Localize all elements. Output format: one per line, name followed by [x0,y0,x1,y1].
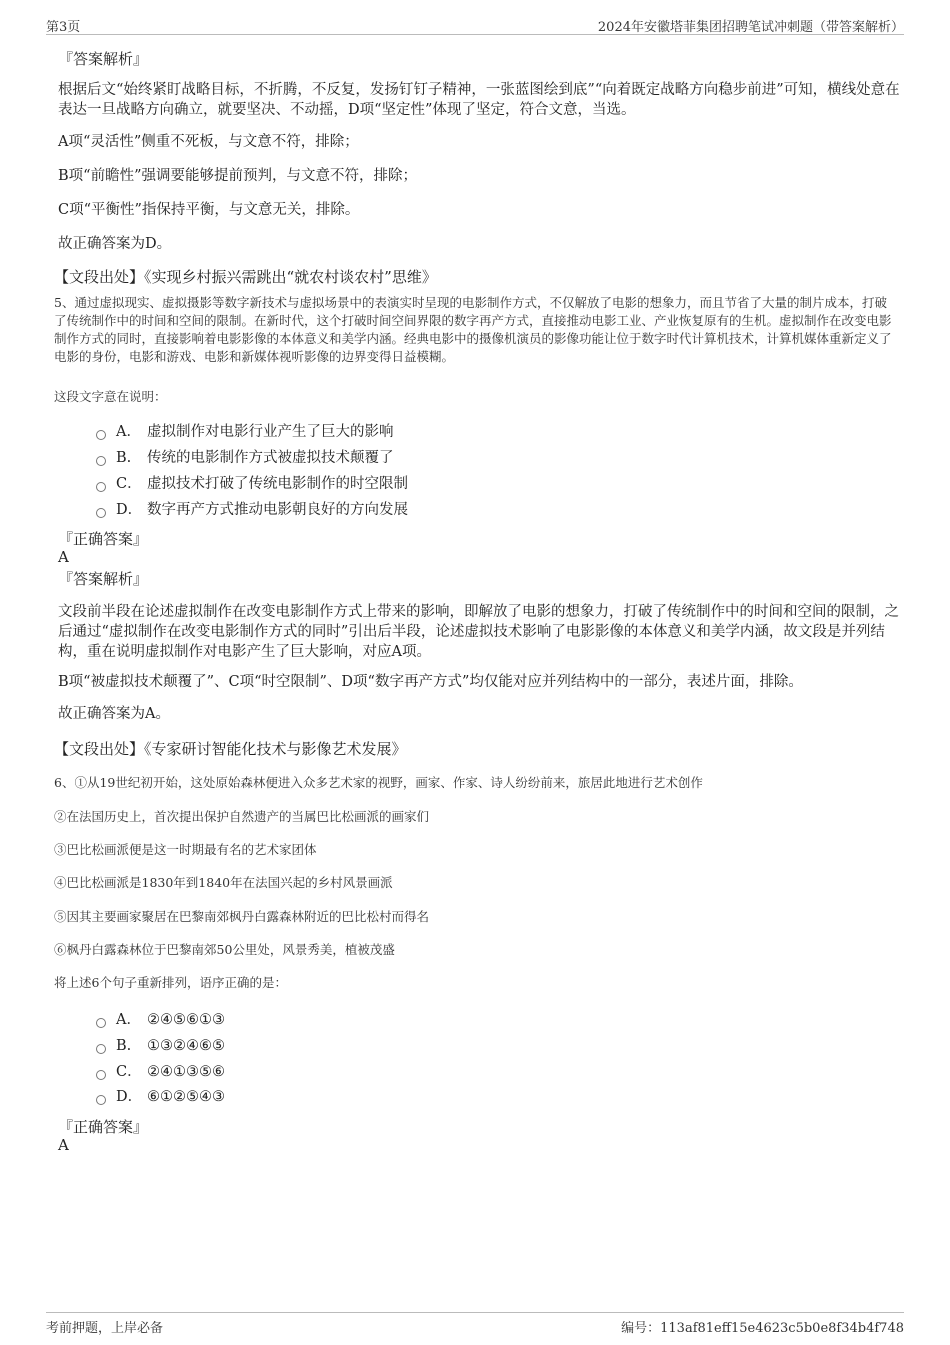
q4-analysis-option-a: A项“灵活性”侧重不死板，与文意不符，排除； [58,134,359,150]
radio-icon[interactable] [96,1070,106,1080]
radio-icon[interactable] [96,1095,106,1105]
page-footer [46,1312,904,1337]
option-text: 虚拟技术打破了传统电影制作的时空限制 [147,476,408,492]
q5-stem: 5、通过虚拟现实、虚拟摄影等数字新技术与虚拟场景中的表演实时呈现的电影制作方式，不仅解放了电影的想象力，而且节省了大量的制片成本，打破了传统制作中的时间和空间的限制。在新时代，这个打破时间空间界限的数字再产方式，直接推动电影工业、产业恢复原有的生机。虚拟制作在改变电影制作方式的同时，直接影响着电影影像的本体意义和美学内涵。经典电影中的摄像机演员的影像功能让位于数字时代计算机技术，计算机媒体重新定义了电影的身份，电影和游戏、电影和新媒体视听影像的边界变得日益模糊。 [54,295,892,364]
footer-slogan: 考前押题，上岸必备 [46,1321,164,1336]
radio-icon[interactable] [96,1018,106,1028]
option-letter: B. [116,450,132,466]
page-header [46,14,904,35]
option-letter: D． [116,502,143,518]
q4-analysis-option-c: C项“平衡性”指保持平衡，与文意无关，排除。 [58,202,360,218]
option-text: 数字再产方式推动电影朝良好的方向发展 [147,502,408,518]
option-letter: A． [116,424,141,440]
q5-prompt: 这段文字意在说明： [54,389,167,404]
option-letter: A． [116,1012,141,1028]
document-code: 编号：113af81eff15e4623c5b0e8f34b4f748 [621,1321,904,1336]
option-text: 虚拟制作对电影行业产生了巨大的影响 [147,424,394,440]
q6-sentence-1: 6、①从19世纪初开始，这处原始森林便进入众多艺术家的视野，画家、作家、诗人纷纷前来，旅居此地进行艺术创作 [54,775,703,790]
radio-icon[interactable] [96,482,106,492]
option-letter: C． [116,476,142,492]
option-text: ②④⑤⑥①③ [147,1012,225,1028]
option-letter: B. [116,1038,132,1054]
q4-conclusion: 故正确答案为D。 [58,236,172,252]
q6-correct-label: 『正确答案』 [58,1118,149,1136]
q5-correct-label: 『正确答案』 [58,530,149,548]
radio-icon[interactable] [96,430,106,440]
q5-analysis-paragraph-1: 文段前半段在论述虚拟制作在改变电影制作方式上带来的影响，即解放了电影的想象力，打破了传统制作中的时间和空间的限制，之后通过“虚拟制作在改变电影制作方式的同时”引出后半段，论述虚拟技术影响了电影影像的本体意义和美学内涵，故文段是并列结构，重在说明虚拟制作对电影产生了巨大影响，对应A项。 [58,604,899,660]
q4-analysis-paragraph: 根据后文“始终紧盯战略目标，不折腾，不反复，发扬钉钉子精神，一张蓝图绘到底”“向着既定战略方向稳步前进”可知，横线处意在表达一旦战略方向确立，就要坚决、不动摇，D项“坚定性”体现了坚定，符合文意，当选。 [58,82,900,118]
q4-source: 【文段出处】《实现乡村振兴需跳出“就农村谈农村”思维》 [54,268,437,286]
q5-analysis-paragraph-2: B项“被虚拟技术颠覆了”、C项“时空限制”、D项“数字再产方式”均仅能对应并列结构中的一部分，表述片面，排除。 [58,674,803,690]
q6-sentence-4: ④巴比松画派是1830年到1840年在法国兴起的乡村风景画派 [54,875,393,890]
option-text: ①③②④⑥⑤ [147,1038,225,1054]
q6-option-a[interactable] [96,1010,225,1030]
q6-option-b[interactable] [96,1036,225,1056]
q4-analysis-option-b: B项“前瞻性”强调要能够提前预判，与文意不符，排除； [58,168,417,184]
option-text: ②④①③⑤⑥ [147,1064,225,1080]
q5-source: 【文段出处】《专家研讨智能化技术与影像艺术发展》 [54,740,407,758]
option-text: 传统的电影制作方式被虚拟技术颠覆了 [147,450,394,466]
q6-correct-answer: A [58,1136,69,1154]
radio-icon[interactable] [96,456,106,466]
q6-option-c[interactable] [96,1062,225,1082]
q6-sentence-2: ②在法国历史上，首次提出保护自然遗产的当属巴比松画派的画家们 [54,809,430,824]
q5-option-d[interactable] [96,500,408,520]
q5-option-b[interactable] [96,448,394,468]
option-letter: D． [116,1089,143,1105]
q5-analysis-label: 『答案解析』 [58,570,149,588]
q5-correct-answer: A [58,548,69,566]
option-text: ⑥①②⑤④③ [147,1089,225,1105]
option-letter: C． [116,1064,142,1080]
radio-icon[interactable] [96,508,106,518]
radio-icon[interactable] [96,1044,106,1054]
q6-prompt: 将上述6个句子重新排列，语序正确的是： [54,975,287,990]
q6-sentence-5: ⑤因其主要画家聚居在巴黎南郊枫丹白露森林附近的巴比松村而得名 [54,909,430,924]
q6-sentence-3: ③巴比松画派便是这一时期最有名的艺术家团体 [54,842,317,857]
q6-option-d[interactable] [96,1087,225,1107]
document-title: 2024年安徽塔菲集团招聘笔试冲刺题（带答案解析） [597,20,904,35]
q5-option-c[interactable] [96,474,408,494]
q4-analysis-label: 『答案解析』 [58,50,149,68]
q5-option-a[interactable] [96,422,394,442]
q5-conclusion: 故正确答案为A。 [58,706,170,722]
q6-sentence-6: ⑥枫丹白露森林位于巴黎南郊50公里处，风景秀美，植被茂盛 [54,942,395,957]
page-number: 第3页 [46,20,81,35]
